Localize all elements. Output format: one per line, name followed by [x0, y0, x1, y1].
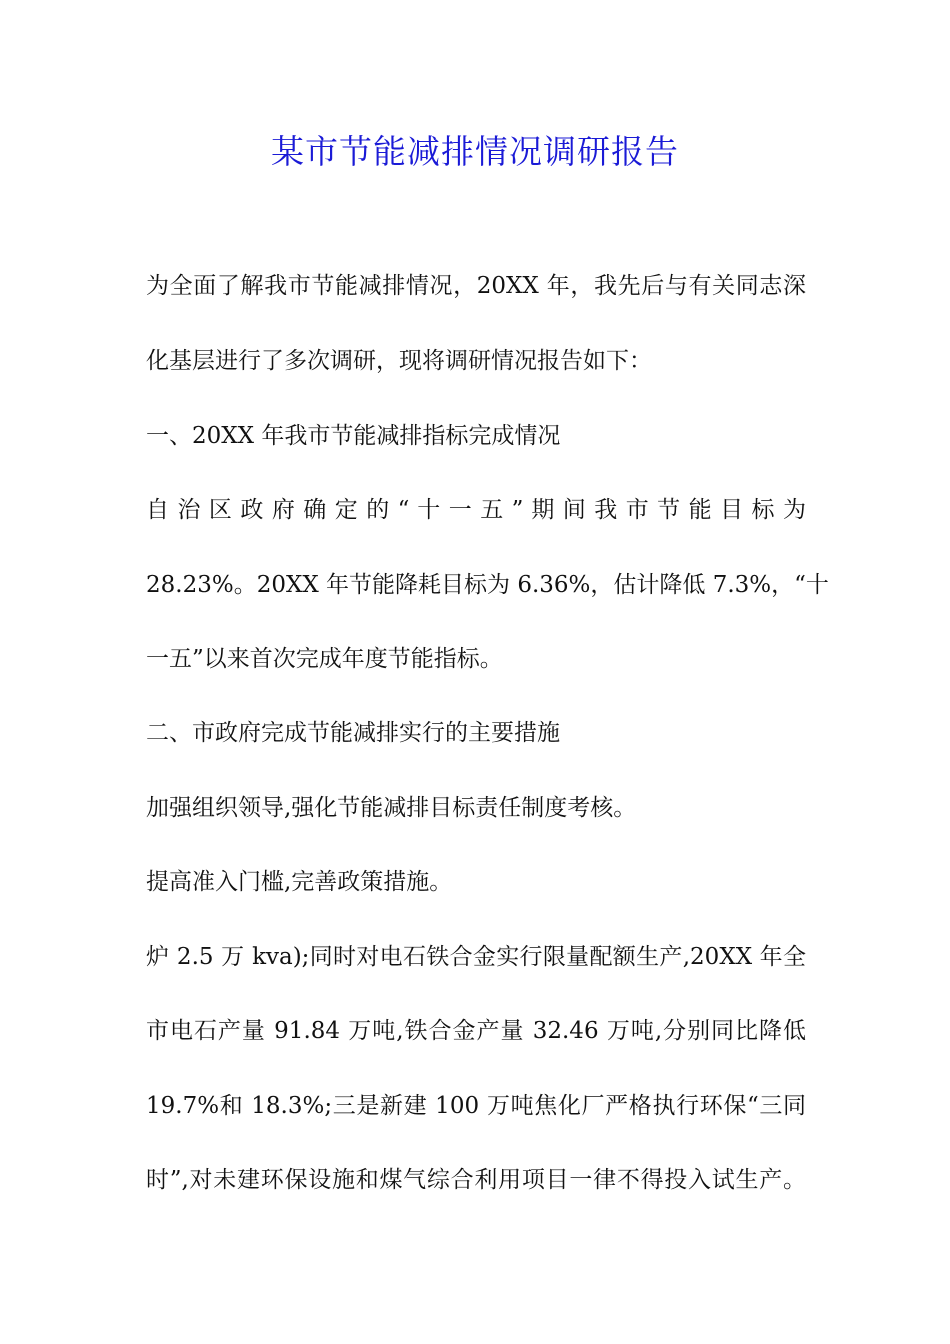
paragraph-line: 提高准入门槛,完善政策措施。 [146, 869, 453, 895]
paragraph-line: 一五”以来首次完成年度节能指标。 [146, 646, 503, 672]
paragraph-line: 时”,对未建环保设施和煤气综合利用项目一律不得投入试生产。 [146, 1167, 806, 1193]
paragraph-line: 市电石产量 91.84 万吨,铁合金产量 32.46 万吨,分别同比降低 [146, 1018, 806, 1044]
paragraph-line: 为全面了解我市节能减排情况，20XX 年，我先后与有关同志深 [146, 273, 806, 299]
paragraph-line: 加强组织领导,强化节能减排目标责任制度考核。 [146, 795, 637, 821]
paragraph-line: 28.23%。20XX 年节能降耗目标为 6.36%，估计降低 7.3%，“十 [146, 572, 829, 598]
paragraph-line: 自 治 区 政 府 确 定 的 “ 十 一 五 ” 期 间 我 市 节 能 目 标 为 [146, 497, 806, 523]
section-heading: 一、20XX 年我市节能减排指标完成情况 [146, 423, 561, 449]
paragraph-line: 19.7%和 18.3%;三是新建 100 万吨焦化厂严格执行环保“三同 [146, 1093, 806, 1119]
document-title: 某市节能减排情况调研报告 [271, 132, 679, 171]
section-heading: 二、市政府完成节能减排实行的主要措施 [146, 720, 560, 746]
paragraph-line: 炉 2.5 万 kva);同时对电石铁合金实行限量配额生产,20XX 年全 [146, 944, 806, 970]
paragraph-line: 化基层进行了多次调研，现将调研情况报告如下： [146, 348, 652, 374]
